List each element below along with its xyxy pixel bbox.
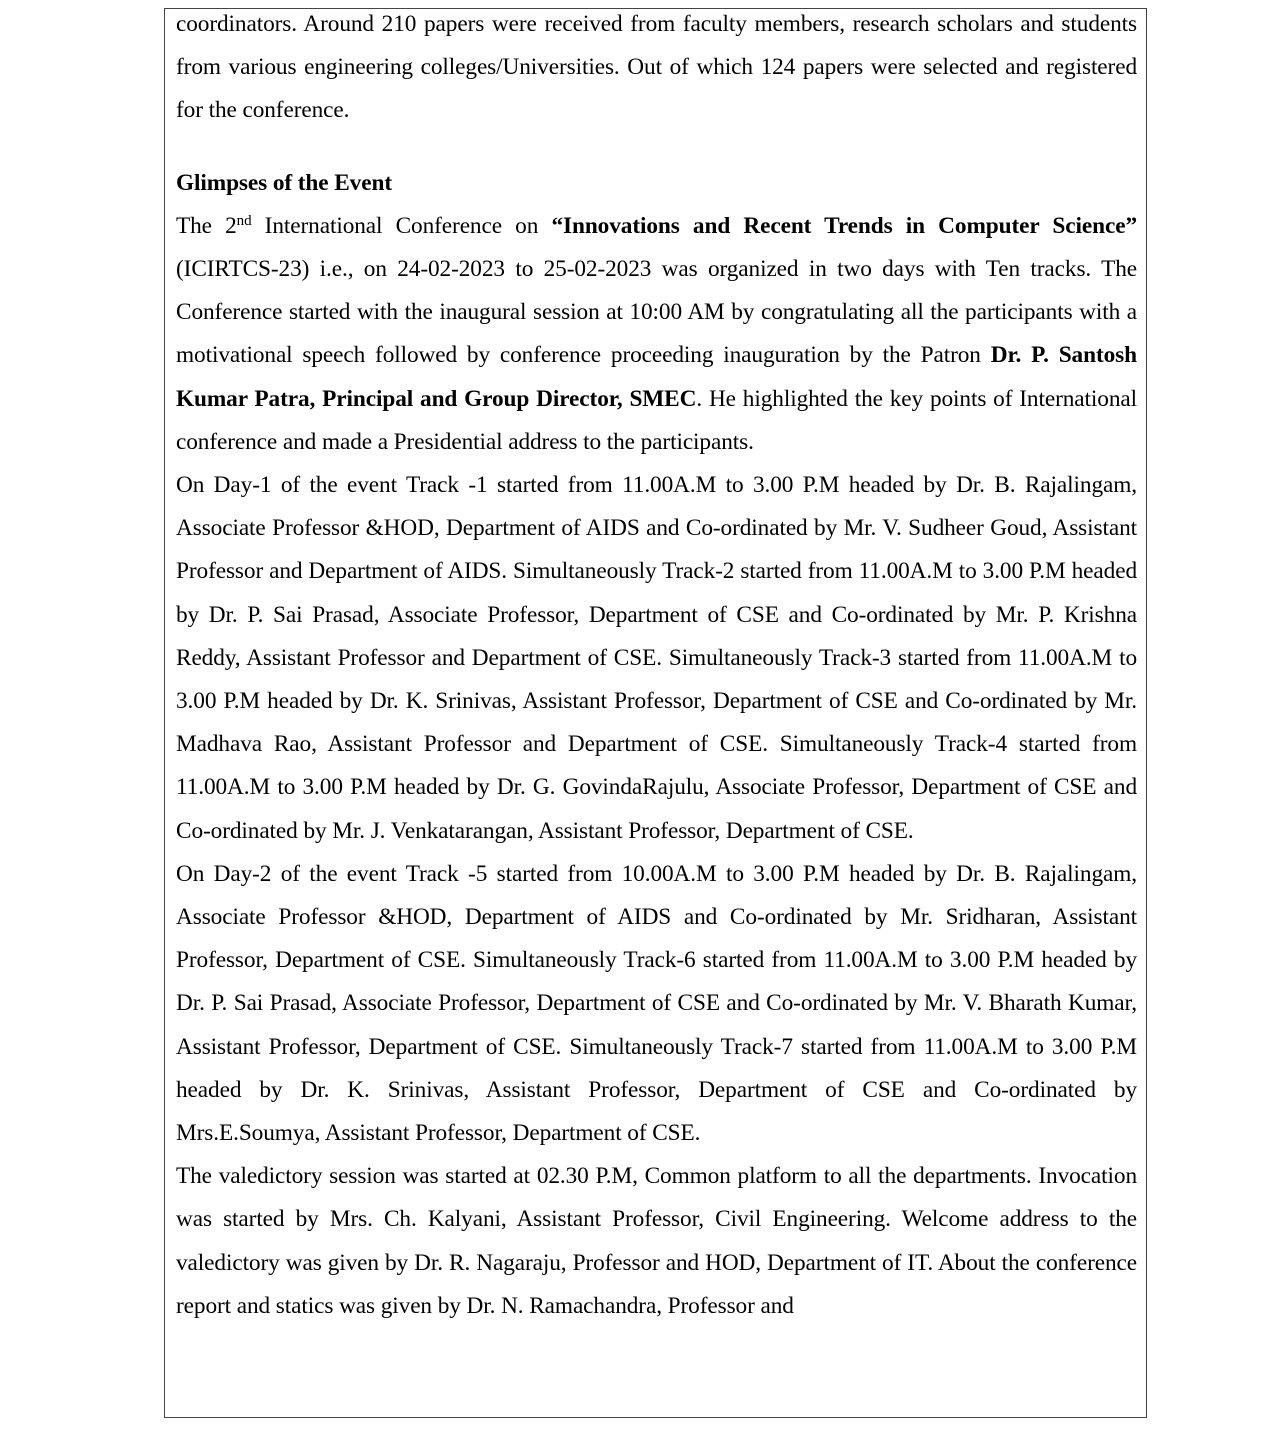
ordinal-superscript: nd [236, 212, 252, 229]
conference-title: “Innovations and Recent Trends in Computer Science” [551, 212, 1137, 239]
section-heading: Glimpses of the Event [176, 169, 392, 196]
day1-paragraph: On Day-1 of the event Track -1 started from 11.00A.M to 3.00 P.M headed by Dr. B. Rajalingam, Associate Professor &HOD, Department of AIDS and Co-ordinated by Mr. V. Sudheer Goud, Assistant Professor and Department of AIDS. Simultaneously Track-2 started from 11.00A.M to 3.00 P.M headed by Dr. P. Sai Prasad, Associate Professor, Department of CSE and Co-ordinated by Mr. P. Krishna Reddy, Assistant Professor and Department of CSE. Simultaneously Track-3 started from 11.00A.M to 3.00 P.M headed by Dr. K. Srinivas, Assistant Professor, Department of CSE and Co-ordinated by Mr. Madhava Rao, Assistant Professor and Department of CSE. Simultaneously Track-4 started from 11.00A.M to 3.00 P.M headed by Dr. G. GovindaRajulu, Associate Professor, Department of CSE and Co-ordinated by Mr. J. Venkatarangan, Assistant Professor, Department of CSE. [176, 472, 1137, 844]
section-heading-paragraph [176, 162, 1137, 205]
overview-text-1: The 2 [176, 212, 237, 239]
document-page [164, 8, 1147, 1418]
event-overview-paragraph [176, 205, 1137, 464]
document-body [176, 8, 1137, 1328]
overview-text-2: International Conference on [251, 212, 552, 239]
day2-paragraph: On Day-2 of the event Track -5 started from 10.00A.M to 3.00 P.M headed by Dr. B. Rajalingam, Associate Professor &HOD, Department of AIDS and Co-ordinated by Mr. Sridharan, Assistant Professor, Department of CSE. Simultaneously Track-6 started from 11.00A.M to 3.00 P.M headed by Dr. P. Sai Prasad, Associate Professor, Department of CSE and Co-ordinated by Mr. V. Bharath Kumar, Assistant Professor, Department of CSE. Simultaneously Track-7 started from 11.00A.M to 3.00 P.M headed by Dr. K. Srinivas, Assistant Professor, Department of CSE and Co-ordinated by Mrs.E.Soumya, Assistant Professor, Department of CSE. [176, 860, 1137, 1147]
patron-name: Dr. P. Santosh Kumar Patra, Principal and Group Director, SMEC [176, 342, 1137, 412]
valedictory-paragraph: The valedictory session was started at 02.30 P.M, Common platform to all the departments. Invocation was started by Mrs. Ch. Kalyani, Assistant Professor, Civil Engineering. Welcome address to the valedictory was given by Dr. R. Nagaraju, Professor and HOD, Department of IT. About the conference report and statics was given by Dr. N. Ramachandra, Professor and [176, 1163, 1137, 1319]
overview-text-4: . He highlighted the key points of International conference and made a Presidential address to the participants. [176, 385, 1137, 455]
overview-text-3: (ICIRTCS-23) i.e., on 24-02-2023 to 25-02-2023 was organized in two days with Ten tracks. The Conference started with the inaugural session at 10:00 AM by congratulating all the participants with a motivational speech followed by conference proceeding inauguration by the Patron [176, 256, 1137, 369]
intro-paragraph: coordinators. Around 210 papers were received from faculty members, research scholars and students from various engineering colleges/Universities. Out of which 124 papers were selected and registered for the conference. [176, 11, 1137, 124]
